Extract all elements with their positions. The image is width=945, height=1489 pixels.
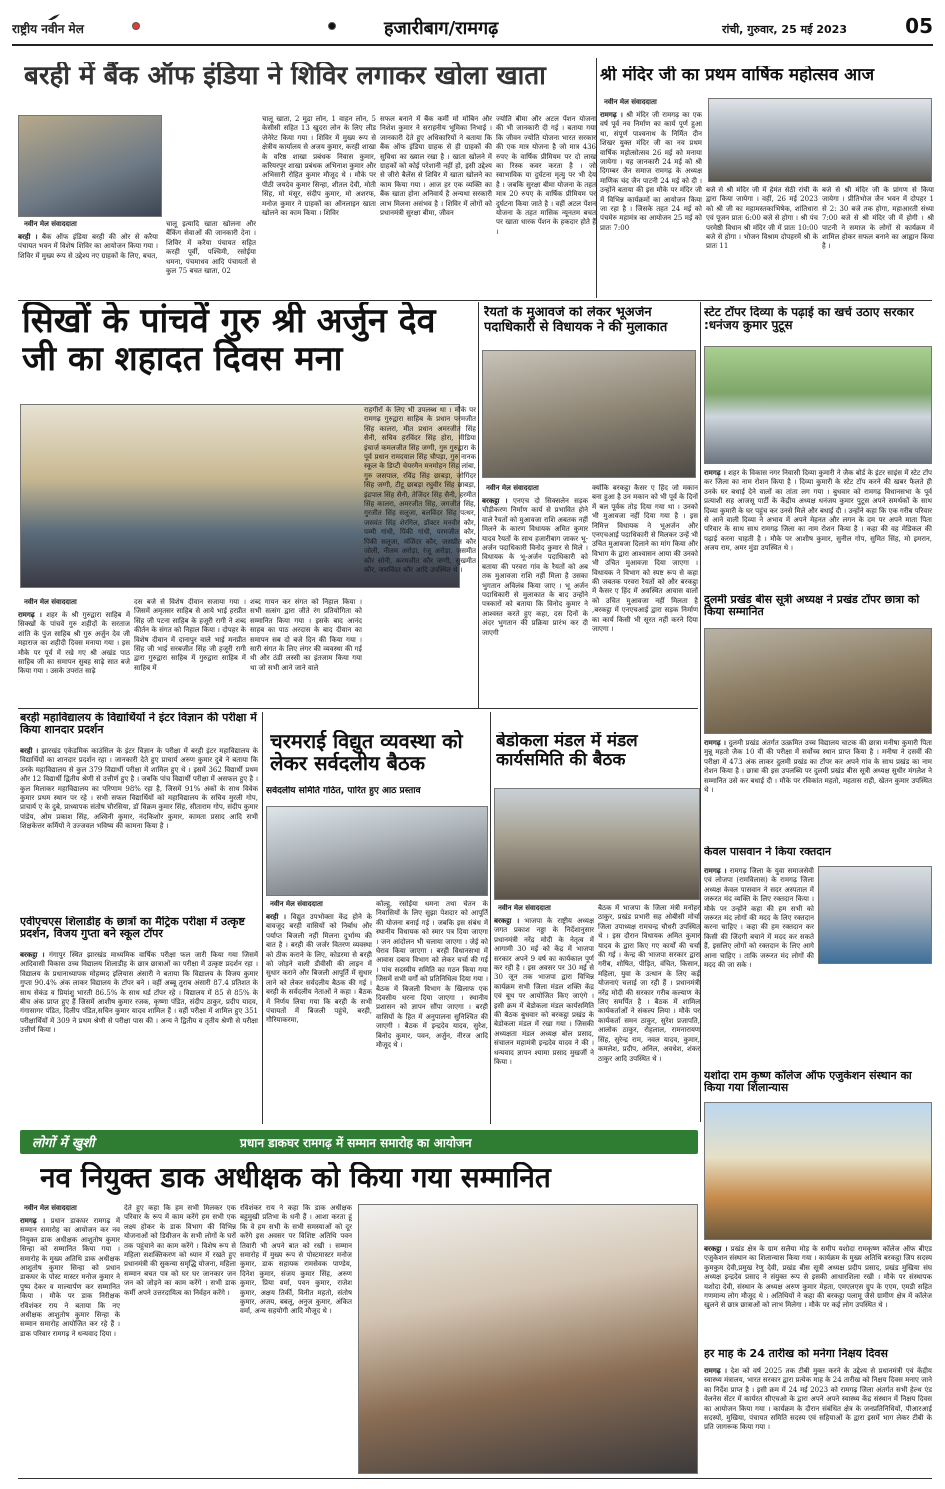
a12-body xyxy=(704,1244,932,1344)
a14-body-col2: देते हुए कहा कि हम सभी मिलकर एक परिवार के रूप में काम करेंगे हम सभी एक लक्ष्य होकर के डाक विभाग की विभिन्न योजनाओं को डिवीजन के सभी लोगों के घरों तक पहुंचाने का काम करेंगे । विशेष रूप से महिला सशक्तिकरण को ध्यान में रखते हुए प्रधानमंत्री की सुकन्या समृद्धि योजना, महिला सम्मान बचत पत्र को घर घर जानकार जन जन को जोड़ने का काम करेंगे । सभी डाक कर्मी अपने उत्तरदायित्व का निर्वहन करेंगे । xyxy=(124,1204,236,1297)
a10-body-col2: कोल्हु, रसोईया धमना तथा चेतन के निवासियों के लिए सुझा पेशदार को आपूर्ति की योजना बनाई गई । जबकि इस संबंध में स्थानीय विधायक को स्मार पत्र दिया जाएगा । जन आंदोलन भी चलाया जाएगा । जेई को घेराव किया जाएगा । बरही विधानसभा में आवास दबाव विभाग को लेकर चर्चा की गई । पांच सदस्यीय समिति का गठन किया गया जिसमें सभी वर्गों को प्रतिनिधित्व दिया गया । बैठक में बिजली विभाग के खिलाफ एक दिवसीय धरना दिया जाएगा । स्थानीय प्रशासन को ज्ञापन सौंपा जाएगा । बरही वासियों के हित में अनुपालना सुनिश्चित की जाएगी । बैठक में इन्द्रदेव यादव, सुरेश, बिनोद कुमार, पवन, अर्जुन, नीरज आदि मौजूद थे । xyxy=(376,900,488,1050)
section-name: हजारीबाग/रामगढ़ xyxy=(384,18,499,39)
a10-text1: विद्युत उपभोक्ता केंद्र होने के बावजूद बरही वासियों को निर्बाध और पर्याप्त बिजली नहीं मिलना दुर्भाग्य की बात है । बरही की जर्जर वितरण व्यवस्था को ठीक कराने के लिए, कोडरमा से बरही को जोड़ने वाली डीवीसी की लाइन में सुधार कराने और बिजली आपूर्ति में सुधार लाने को लेकर सर्वदलीय बैठक की गई । बरही के सर्वदलीय नेताओं ने कहा । बैठक में निर्णय लिया गया कि बरही के सभी पंचायतों में बिजली पहुंचे, बरही, गौरियाकरमा, xyxy=(266,913,372,1025)
a10-photo xyxy=(266,806,488,896)
a8-text: झारखंड एकेडमिक काउंसिल के इंटर विज्ञान के परीक्षा में बरही इंटर महाविद्यालय के विद्यार्थियों का शानदार प्रदर्शन रहा । जानकारी देते हुए प्राचार्य अरुण कुमार दुबे ने बताया कि उनके महाविद्यालय से कुल 379 विद्यार्थी परीक्षा में शामिल हुए थे । इसमें 362 विद्यार्थी प्रथम और 12 विद्यार्थी द्वितीय श्रेणी से उत्तीर्ण हुए है । जबकि पांच विद्यार्थी परीक्षा में असफल हुए है । कुल मिलाकर महाविद्यालय का परिणाम 98% रहा है, जिसमें 91% अंकों के साथ विवेक कुमार प्रथम स्थान पर रहे । सभी सफल विद्यार्थियों को महाविद्यालय के सचिव मुरली गोप, प्राचार्य ए के दुबे, प्राध्यापक संतोष चौरसिया, डॉ विक्रम कुमार सिंह, सीताराम गोप, संदीप कुमार पांडेय, ओम प्रकाश सिंह, अश्विनी कुमार, नंदकिशोर कुमार, कामता प्रसाद आदि सभी शिक्षकेत्तर कर्मियों ने उज्जवल भविष्य की कामना किया है । xyxy=(20,747,258,831)
a7-text: रामगढ़ जिला के युवा समाजसेवी एवं लोजपा (रामविलास) के रामगढ़ जिला अध्यक्ष केवल पासवान ने सदर अस्पताल में जरूरत मंद व्यक्ति के लिए रक्तदान किया । मौके पर उन्होंने कहा की हम सभी को जरूरत मंद लोगों की मदद के लिए रक्तदान करना चाहिए । कहा की हम रक्तदान कर किसी की जिंदगी बचाने में मदद कर सकते हैं, इसलिए लोगों को रक्तदान के लिए आगे आना चाहिए । ताकि जरूरत मंद लोगों की मदद की जा सके । xyxy=(704,867,814,970)
a13-body xyxy=(704,1366,932,1470)
a4-text1: एनएच दो सिक्सलेन सड़क चौड़ीकरण निर्माण कार्य से प्रभावित होने वाले रैयतों को मुआवजा राशि अबतक नहीं मिलने के कारण विधायक अमित कुमार यादव रैयतों के साथ हजारीबाग जाकर भू-अर्जन पदाधिकारी विनोद कुमार से मिले । विधायक के भू-अर्जन पदाधिकारी को बताया की परवरा गांव के रैयतों को अब तक मुआवजा राशि नहीं मिला है उसका भुगतान अविलंब किया जाए । भू अर्जन पदाधिकारी से मुलाकात के बाद उन्होंने पत्रकारों को बताया कि विनोद कुमार ने आश्वस्त करते हुए कहा, दस दिनों के अंदर भुगतान की प्रक्रिया प्रारंभ कर दी जाएगी xyxy=(482,497,588,637)
a9-text: गंगापुर स्थित झारखंड माध्यमिक वार्षिक परीक्षा फल जारी किया गया जिसमें आदिवासी विकास उच्च विद्यालय शिलाडीह के छात्र छात्राओं का परीक्षा में उत्कृष्ट प्रदर्शन रहा । विद्यालय के प्रधानाध्यापक मोहम्मद इलियास अंसारी ने बताया कि विद्यालय के विजय कुमार गुप्ता 90.4% अंक लाकर विद्यालय के टॉपर बने । वहीं अब्बू तुराब अंसारी 87.4 प्रतिशत के साथ सेकंड व प्रियांशु भारती 86.5% के साथ थर्ड टॉपर रहे । विद्यालय में 85 से 85% के बीच अंक प्राप्त हुए हैं जिसमें आशीष कुमार रजक, कृष्णा पंडित, संदीप ठाकुर, प्रदीप यादव, गंगासागर पंडित, दिलीप पंडित,सचिन कुमार यादव शामिल हैं । वहीं परीक्षा में शामिल हुए 351 परीक्षार्थियों में 309 ने प्रथम श्रेणी से परीक्षा पास की । अन्य ने द्वितीय व तृतीय श्रेणी से परीक्षा उत्तीर्ण किया । xyxy=(20,951,258,1035)
a5-headline: स्टेट टॉपर दिव्या के पढ़ाई का खर्च उठाए सरकार :धनंजय कुमार पुटूस xyxy=(704,306,914,333)
column-rule xyxy=(700,302,701,1122)
column-rule xyxy=(478,302,479,708)
masthead xyxy=(12,10,933,46)
a10-byline: नवीन मेल संवाददाता xyxy=(270,900,323,908)
a5-text: शहर के विकास नगर निवासी दिव्या कुमारी ने जैक बोर्ड के इंटर साइंस में स्टेट टॉप कर जिला का नाम रोशन किया है । दिव्या कुमारी के स्टेट टॉप करने की खबर फैलते ही उनके घर बधाई देने वालों का तांता लग गया । बुधवार को रामगढ़ विधानसभा के पूर्व प्रत्याशी सह आजसू पार्टी के केंद्रीय अध्यक्ष धनंजय कुमार पुटूस अपने समर्थकों के साथ दिव्या कुमारी के घर पहुंच कर उनसे मिले और बधाई दी । उन्होंने कहा कि एक गरीब परिवार से आने वाली दिव्या ने अभाव में अपने मेहनत और लगन के दम पर अपने माता पिता परिवार के साथ साथ रामगढ़ जिला का नाम रोशन किया है । कहा की वह मेडिकल की पढ़ाई करना चाहती है । मौके पर आशीष कुमार, सुनील गोप, सुमित सिंह, मो इमरान, अजय राम, अमर मुंडा उपस्थित थे । xyxy=(704,469,932,553)
a2-body-col1 xyxy=(600,110,702,296)
a6-text: दुलमी प्रखंड अंतर्गत उत्क्रमित उच्च विद्यालय चाटक की छात्रा मनीषा कुमारी पिता मुन्नू महतो जैक 10 वीं की परीक्षा में सर्वोच्च स्थान प्राप्त किया है । मनीषा ने दसवीं की परीक्षा में 473 अंक लाकर दुलमी प्रखंड का टॉपर कर अपने गांव के साथ प्रखंड का नाम रोशन किया है । छात्रा की इस उपलब्धि पर दुलमी प्रखंड बीस सूत्री अध्यक्ष सुधीर मंगलेश ने सम्मानित उसे कर बधाई दी । मौके पर रविकांत महतो, महतास राही, खेतन कुमार उपस्थित थे । xyxy=(704,739,932,795)
a4-body-col2: क्योंकि बरकट्ठा कैसर ए हिंद जो मकान बना हुआ है उन मकान को भी पूर्व के दिनों में बल पूर्वक तोड़ दिया गया था । उनको भी मुआवजा नहीं दिया गया है । इस निमित्त विधायक ने भूअर्जन और एनएचआई पदाधिकारी से मिलकर उन्हें भी उचित मुआवजा दिलाने का मांग किया और विभाग के द्वारा आश्वासन आया की उनको भी उचित मुआवजा दिया जाएगा । विधायक ने विभाग को स्पष्ट रूप से कहा की जबतक परवरा रैयतों को और बरकट्ठा में कैसर ए हिंद में अवस्थित आवास वालों को उचित मुआवजा नहीं मिलता है ,बरकट्ठा में एनएचआई द्वारा सड़क निर्माण का कार्य किसी भी सूरत नहीं करने दिया जाएगा । xyxy=(592,484,698,634)
a7-body xyxy=(704,866,814,1064)
a14-band xyxy=(20,1130,698,1154)
a4-body-col1 xyxy=(482,496,588,706)
a8-body xyxy=(20,746,258,912)
a14-photo xyxy=(358,1204,698,1474)
a14-body-col1 xyxy=(20,1216,120,1474)
a11-byline: नवीन मेल संवाददाता xyxy=(498,904,551,912)
a2-photo xyxy=(708,98,932,182)
a4-dateline: बरकट्ठा । xyxy=(482,496,508,505)
a7-dateline: रामगढ़ । xyxy=(704,866,727,875)
a6-headline: दुलमी प्रखंड बीस सूत्री अध्यक्ष ने प्रखंड टॉपर छात्रा को किया सम्मानित xyxy=(704,594,920,619)
a14-body-col3: रविशंकर राय ने कहा कि डाक अधीक्षक बहुमुखी प्रतिभा के धनी हैं । आशा करता हूं कि वे हम सभी के सभी समस्याओं को दूर करेंगे इस अवसर पर विशिष्ट अतिथि पवन तिवारी भी अपने बात को रखी । सम्मान समारोह में मुख्य रूप से पोस्टमास्टर मनोज कुमार, डाक सहायक रामसेवक पाण्डेय, दिनेश कुमार, संजय कुमार सिंह, अरुण कुमार, प्रिया वर्मा, पवन कुमार, राजेश कुमार, अक्षय तिर्की, विनीत महतो, संतोष कुमार, अजय, बबलू, अनुज कुमार, अंकित वर्मा, अन्य सहयोगी आदि मौजूद थे । xyxy=(240,1204,352,1316)
a10-body-col1 xyxy=(266,912,372,1124)
a1-byline: नवीन मेल संवाददाता xyxy=(24,220,77,228)
a3-body-col4: राहगीरों के लिए भी उपलब्ध था । मौके पर रामगढ़ गुरुद्वारा साहिब के प्रधान परमजीत सिंह कालरा, मीत प्रधान अमरजीत सिंह सैनी, सचिव हरविंदर सिंह होरा, मीडिया इंचार्ज कमलजीत सिंह जग्गी, गुरु गुरुद्वारा के पूर्व प्रधान रामदयाल सिंह चौपड़ा, गुरु नानक स्कूल के डिप्टी चेयरमैन मनमोहन सिंह लांबा, गुरु जसपाल, रविंद्र सिंह छाबड़ा, जोगिंदर सिंह जग्गी, टीटू छाबड़ा रघुवीर सिंह छाबड़ा, इंद्रपाल सिंह सैनी, तेजिंदर सिंह सैनी, हरमीत सिंह कालरा, अमरजीत सिंह, जगजीत सिंह, गुरजीत सिंह सलूजा, बलविंदर सिंह पत्थर, जसवंत सिंह शेरगिल, डॉक्टर मनवीर कौर, पम्मी गांधी, पिंकी गांधी, परमजीत कौर, पिंकी सलूजा, मंजिंदर कौर, जसप्रीत कौर जोली, नीलम अरोड़ा, रंजू अरोड़ा, जसमीत कौर सोनी, करमजीत कौर जग्गी, सुखमीत कौर, जसविंदर कौर आदि उपस्थित थे । xyxy=(364,406,476,574)
a11-body-col1 xyxy=(494,916,594,1124)
page-number: 05 xyxy=(905,14,933,38)
a11-photo xyxy=(494,788,700,900)
a14-byline: नवीन मेल संवाददाता xyxy=(24,1204,77,1212)
a1-dateline: बरही । xyxy=(18,232,38,241)
a4-photo xyxy=(482,350,696,478)
a10-dateline: बरही । xyxy=(266,912,287,921)
a3-body-col3: शब्द गायन कर संगत को निहाल किया । सभी सत्संग द्वारा जीते रंग प्रतियोगिता को सम्मानित किया गया । इसके बाद आनंद साहब का पाठ अरदास के बाद दीवान का समापन सब दो बजे दिन की किया गया । सारी संगत के लिए लंगर की व्यवस्था की गई थी और ठंडी लस्सी का इंतजाम किया गया था जो सभी आने जाने वाले xyxy=(250,598,362,672)
column-rule xyxy=(262,712,263,1124)
a11-body-col2: बैठक में भाजपा के जिला मंत्री मनोहर ठाकुर, प्रखंड प्रभारी सह ओबीसी मोर्चा जिला उपाध्यक्ष रामचन्द्र चौधरी उपस्थित थे । इस दौरान विधायक अमित कुमार यादव के द्वारा किए गए कार्यों की चर्चा की गई । केन्द्र की भाजपा सरकार द्वारा गरीब, शोषित, पीड़ित, वंचित, किसान, महिला, युवा के उत्थान के लिए कई योजनाएं चलाई जा रही हैं । प्रधानमंत्री नरेंद्र मोदी की सरकार गरीब कल्याण के लिए समर्पित है । बैठक में शामिल कार्यकर्ताओं ने संकल्प लिया । मौके पर कार्यकर्ता समन ठाकुर, सुरेश प्रजापति, आलोक ठाकुर, रोहलाल, रामनारायण सिंह, सुरेन्द्र राम, नवल यादव, कुमार, कमलेश, प्रदीप, अनिल, अवधेश, शंकर ठाकुर आदि उपस्थित थे । xyxy=(598,904,700,1063)
column-rule xyxy=(490,712,491,1124)
a14-band-title: प्रधान डाकघर रामगढ़ में सम्मान समारोह का आयोजन xyxy=(240,1136,472,1150)
a3-headline: सिखों के पांचवें गुरु श्री अर्जुन देव जी का शहादत दिवस मना xyxy=(22,302,436,380)
a10-subhead: सर्वदलीय समिति गठित, पारित हुए आठ प्रस्ताव xyxy=(266,786,421,796)
column-rule xyxy=(596,58,597,298)
a14-band-label: लोगों में खुशी xyxy=(32,1136,95,1151)
a2-headline: श्री मंदिर जी का प्रथम वार्षिक महोत्सव आज xyxy=(600,66,875,85)
a1-headline: बरही में बैंक ऑफ इंडिया ने शिविर लगाकर खोला खाता xyxy=(24,62,546,91)
a12-headline: यशोदा राम कृष्ण कॉलेज ऑफ एजुकेशन संस्थान का किया गया शिलान्यास xyxy=(704,1070,912,1095)
a13-headline: हर माह के 24 तारीख को मनेगा निक्षय दिवस xyxy=(704,1348,888,1360)
a12-dateline: बरकट्ठा । xyxy=(704,1244,728,1253)
a3-body-col2: दस बजे से विशेष दीवान सजाया गया । जिसमें अमृतसर साहिब से आये भाई हरप्रीत सिंह जी पटना साहिब के हजूरी रागी ने शब्द कीर्तन के संगत को निहाल किया । दोपहर के विशेष दीवान में दानापुर वाले भाई मनप्रीत सिंह जी भाई सरबजीत सिंह जी हजूरी रागी द्वारा गुरुद्वारा साहिब में गुरुद्वारा साहिब में साहिब में xyxy=(134,598,246,672)
a7-headline: केवल पासवान ने किया रक्तदान xyxy=(704,846,832,858)
a2-body-col3: बजे से श्री मंदिर जी के प्रांगण से किया जायेगा । प्रीतिभोज जैन भवन में दोपहर 1 से 2: 30 बजे तक होगा, महाआरती संध्या 7:00 बजे से श्री मंदिर जी में होगी । श्री पाटनी ने समाज के लोगों से कार्यक्रम में शामिल होकर सफल बनाने का आह्वान किया है । xyxy=(822,186,934,251)
a5-photo xyxy=(704,346,932,464)
a6-photo xyxy=(704,628,932,734)
a2-byline: नवीन मेल संवाददाता xyxy=(604,98,657,106)
a14-text1: प्रधान डाकघर रामगढ़ में सम्मान समारोह का आयोजन कर नव नियुक्त डाक अधीक्षक आशुतोष कुमार सिन्हा को सम्मानित किया गया । समारोह के मुख्य अतिथि डाक अधीक्षक आशुतोष कुमार सिन्हा को प्रधान डाकघर के पोस्ट मास्टर मनोज कुमार ने पुष्प देकर व माल्यार्पण कर सम्मानित किया । मौके पर डाक निरीक्षक रविशंकर राय ने बताया कि नए अधीक्षक आशुतोष कुमार सिन्हा के सम्मान समारोह आयोजित कर रहे हैं । डाक परिवार रामगढ़ ने धन्यवाद दिया । xyxy=(20,1217,120,1338)
a1-body-col4: सफल बनाने में बैंक कर्मी मो मोबिन और निशेश कुमार ने सराहनीय भूमिका निभाई । जानकारी देते हुए अधिकारियों ने बताया कि बैंक ऑफ इंडिया ग्राहक से ही ग्राहकों की सुविधा का ख्याल रखा है । खाता खोलने में ग्राहकों को कोई परेशानी नहीं हो, इसी उद्देश्य से जीरो बैलेंस से शिविर में खाता खोलने का काम किया गया । आज हर एक व्यक्ति का बैंक खाता होना अनिवार्य है अन्यथा सरकारी लाभ मिलना असंभव है । शिविर में लोगों को प्रधानमंत्री सुरक्षा बीमा, जीवन xyxy=(380,115,492,218)
footer-rule xyxy=(18,1478,932,1479)
a14-dateline: रामगढ़ । xyxy=(20,1216,46,1225)
a4-headline: रैयतों के मुआवजे को लेकर भूअर्जन पदाधिकारी से विधायक ने की मुलाकात xyxy=(484,306,668,335)
a14-headline: नव नियुक्त डाक अधीक्षक को किया गया सम्मानित xyxy=(40,1162,551,1194)
issue-date: रांची, गुरुवार, 25 मई 2023 xyxy=(722,23,847,36)
a1-text1: बैंक ऑफ इंडिया बरही की ओर से करैया पंचायत भवन में विशेष शिविर का आयोजन किया गया । शिविर में मुख्य रूप से उद्देश्य नए ग्राहकों के लिए, बचत, xyxy=(18,233,158,260)
a11-dateline: बरकट्ठा । xyxy=(494,916,520,925)
a3-text1: शहर के श्री गुरुद्वारा साहिब में सिक्खों के पांचवें गुरु शहीदों के सरताज शांति के पुंज साहिब श्री गुरु अर्जुन देव जी महाराज का शहीदी दिवस मनाया गया । इस मौके पर पूर्व में रखे गए श्री अखंड पाठ साहिब जी का समापन सुबह साढ़े सात बजे किया गया । उसके उपरांत साढ़े xyxy=(18,611,130,676)
a11-text1: भाजपा के राष्ट्रीय अध्यक्ष जगत प्रकाश नड्डा के निर्देशानुसार प्रधानमंत्री नरेंद्र मोदी के नेतृत्व में आगामी 30 मई को केंद्र में भाजपा सरकार अपने 9 वर्ष का कार्यकाल पूर्ण कर रही है । इस अवसर पर 30 मई से 30 जून तक भाजपा द्वारा विभिन्न कार्यक्रम सभी जिला मंडल शक्ति केंद्र एवं बूथ पर आयोजित किए जाएंगे । इसी क्रम में बेडोकला मंडल कार्यसमिति की बैठक बुधवार को बरकट्ठा प्रखंड के बेडोकला मंडल में रखा गया । जिसकी अध्यक्षता मंडल अध्यक्ष बोल प्रसाद, संचालन महामंत्री इन्द्रदेव यादव ने की । धन्यवाद ज्ञापन श्यामा प्रसाद मुखर्जी ने किया । xyxy=(494,917,594,1067)
newspaper-name: राष्ट्रीय नवीन मेल xyxy=(12,22,84,36)
a1-body-col3: चालू खाता, 2 मुद्रा लोन, 1 वाहन लोन, 5 केसीसी सहित 13 खुदरा लोन के लिए लीड जेनेरेट किया गया । शिविर में मुख्य रूप से क्षेत्रीय कार्यालय से अजय कुमार, करही शाखा के वरिष्ठ शाखा प्रबंधक निवास कुमार, करियरपुर शाखा प्रबंधक अभिनाश कुमार और अभिसारी रोहित कुमार मौजूद थे । मौके पर पीठी जयदेव कुमार सिन्हा, शीतल देवी, मोती सिंह, मो मंसूर, संदीप कुमार, मो अशरफ, मनोज कुमार ने ग्राहकों का ऑनलाइन खाता खोलने का काम किया । शिविर xyxy=(262,115,376,218)
a10-headline: चरमराई विद्युत व्यवस्था को लेकर सर्वदलीय बैठक xyxy=(270,730,463,776)
a11-headline: बेडोकला मंडल में मंडल कार्यसमिति की बैठक xyxy=(496,732,638,771)
registration-marks xyxy=(132,22,342,30)
a5-dateline: रामगढ़ । xyxy=(704,468,726,477)
a3-byline: नवीन मेल संवाददाता xyxy=(24,598,77,606)
a9-body xyxy=(20,950,258,1120)
a13-dateline: रामगढ़ । xyxy=(704,1366,728,1375)
row-rule xyxy=(18,708,698,709)
a1-body-col5: ज्योति बीमा और अटल पेंशन योजना की भी जानकारी दी गई । बताया गया कि जीवन ज्योति योजना भारत सरकार की एक मात्र योजना है जो मात्र 436 रुपए के वार्षिक प्रीमियम पर दो लाख का रिस्क कवर करता है । जो स्वाभाविक या दुर्घटना मृत्यु पर भी देय है । जबकि सुरक्षा बीमा योजना के तहत मात्र 20 रुपए के वार्षिक प्रीमियम पर दुर्घटना किया जाते है । वहीं अटल पेंशन योजना के तहत मासिक न्यूनतम बचत पर खाता धारक पेंशन के हकदार होते हैं । xyxy=(496,115,596,236)
a3-body-col1 xyxy=(18,610,130,704)
a6-body xyxy=(704,738,932,842)
a9-dateline: बरकट्ठा । xyxy=(20,950,45,959)
a13-text: देश को वर्ष 2025 तक टीबी मुक्त करने के उद्देश्य से प्रधानमंत्री एवं केंद्रीय स्वास्थ्य मंत्रालय, भारत सरकार द्वारा प्रत्येक माह के 24 तारीख को निक्षय दिवस मनाए जाने का निर्देश प्राप्त है । इसी क्रम में 24 मई 2023 को रामगढ़ जिला अंतर्गत सभी हेल्थ एंड वेलनेस सेंटर में कार्यरत सीएचओ के द्वारा अपने अपने स्वास्थ्य केंद्र संस्थान में निक्षय दिवस का आयोजन किया गया । कार्यक्रम के दौरान संबंधित क्षेत्र के जनप्रतिनिधियों, पीआरआई सदस्यों, मुखिया, पंचायत समिति सदस्य एवं सहियाओं के द्वारा इसमें भाग लेकर टीबी के प्रति जागरूक किया गया । xyxy=(704,1367,932,1432)
a1-photo xyxy=(18,115,162,217)
a6-dateline: रामगढ़ । xyxy=(704,738,727,747)
a2-text1: श्री मंदिर जी रामगढ़ का एक वर्ष पूर्व नव निर्माण का कार्य पूर्ण हुआ था, संपूर्ण पाश्वनाथ के निर्मित दीन शिखर युक्त मंदिर जी का नव प्रथम वार्षिक महोत्सोत्सव 26 मई को मनाया जायेगा । यह जानकारी 24 मई को श्री दिगम्बर जैन समाज रामगढ़ के अध्यक्ष माणिक चंद जैन पाटनी 24 मई को दी । उन्होंने बताया की इस मौके पर मंदिर जी में विभिन्न कार्यक्रमों का आयोजन किया जा रहा है । जिसके तहत 24 मई को पंचमेरु महामंत्र का आयोजन 25 मई को प्रातः 7:00 xyxy=(600,111,702,232)
a3-dateline: रामगढ़ । xyxy=(18,610,42,619)
a4-byline: नवीन मेल संवाददाता xyxy=(486,484,539,492)
row-rule xyxy=(18,300,932,301)
a7-photo xyxy=(818,866,932,964)
a1-body-col2: चालू इत्यादि खाता खोलना और बैंकिंग सेवाओं की जानकारी देना । शिविर में करैया पंचायत सहित करही पूर्वी, पश्चिमी, रसोईया धमना, पंचमाधव आदि पंचायतों से कुल 75 बचत खाता, 02 xyxy=(166,220,256,276)
a12-text: प्रखंड क्षेत्र के ग्राम सलैया मोड़ के समीप यशोदा रामकृष्ण कॉलेज ऑफ बीएड एजुकेशन संस्थान का शिलान्यास किया गया । कार्यक्रम के मुख्य अतिथि बरकट्ठा जिप सदस्य कुमकुम देवी,प्रमुख रेणु देवी, प्रखंड बीस सूत्री अध्यक्ष प्रदीप प्रसाद, प्रखंड मुखिया संघ अध्यक्ष इन्द्रदेव प्रसाद ने संयुक्त रूप से इसकी आधारशिला रखी । मौके पर संस्थापक यशोदा देवी, संस्थान के अध्यक्ष अरुण कुमार मेहता, एमएलएस ग्रुप के एएम, एमडी सहित गणमान्य लोग मौजूद थे । अतिथियों ने कहा की बरकट्ठा पलामू जैसे ग्रामीण क्षेत्र में कॉलेज खुलने से छात्र छात्राओं को लाभ मिलेगा । मौके पर कई लोग उपस्थित थे । xyxy=(704,1245,932,1310)
a2-dateline: रामगढ़ । xyxy=(600,110,623,119)
a5-body xyxy=(704,468,932,590)
a9-headline: एवीएचएस शिलाडीह के छात्रों का मैट्रिक परीक्षा में उत्कृष्ट प्रदर्शन, विजय गुप्ता बने स्कूल टॉपर xyxy=(20,916,245,941)
a2-body-col2: बजे से श्री मंदिर जी में हेमंत सेठी रांची के द्वारा किया जायेगा । वहीं, 26 मई 2023 को श्री जी का महामस्तकाभिषेक, शांतिधारा एवं पूजन प्रातः 6:00 बजे से होगा । श्री पंच परमेष्ठी विधान श्री मंदिर जी में प्रातः 10:00 बजे से होगा । भोजन विश्राम दोपहरमें श्री के प्रातः 11 xyxy=(706,186,818,251)
a8-headline: बरही महाविद्यालय के विद्यार्थियों ने इंटर विज्ञान की परीक्षा में किया शानदार प्रदर्शन xyxy=(20,712,257,737)
a12-photo xyxy=(704,1102,932,1240)
a1-body-col1 xyxy=(18,232,158,297)
a8-dateline: बरही । xyxy=(20,746,39,755)
